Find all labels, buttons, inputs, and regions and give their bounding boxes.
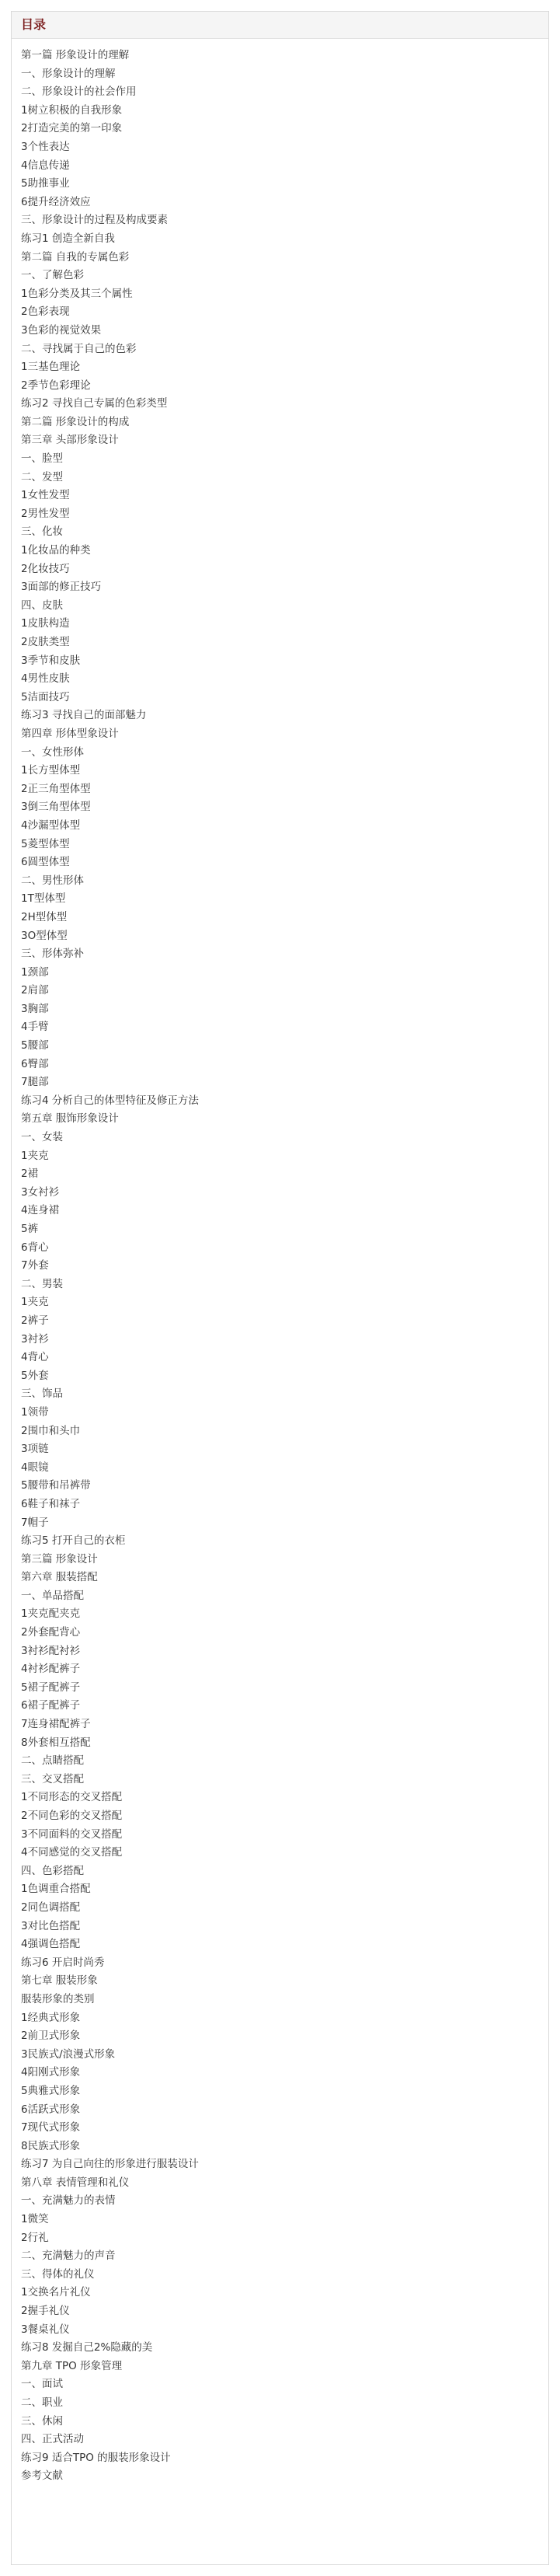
toc-item: 三、饰品	[21, 1387, 63, 1401]
toc-item: 4男性皮肤	[21, 672, 70, 686]
toc-item: 二、男性形体	[21, 874, 84, 887]
toc-item: 第七章 服装形象	[21, 1974, 98, 1988]
toc-item: 2季节色彩理论	[21, 379, 91, 392]
toc-item: 第六章 服装搭配	[21, 1571, 98, 1584]
toc-item: 2化妆技巧	[21, 562, 70, 575]
toc-list	[12, 39, 548, 2486]
toc-item: 1夹克配夹克	[21, 1607, 81, 1621]
toc-item: 2裤子	[21, 1314, 49, 1327]
toc-item: 1化妆品的种类	[21, 544, 91, 557]
toc-item: 4连身裙	[21, 1204, 60, 1217]
toc-item: 4强调色搭配	[21, 1938, 81, 1951]
toc-item: 5助推事业	[21, 177, 70, 190]
toc-item: 5腰带和吊裤带	[21, 1479, 91, 1492]
toc-item: 7外套	[21, 1259, 49, 1272]
toc-item: 二、寻找属于自己的色彩	[21, 342, 137, 355]
toc-item: 第三章 头部形象设计	[21, 434, 119, 447]
toc-item: 四、正式活动	[21, 2433, 84, 2446]
toc-item: 2皮肤类型	[21, 636, 70, 648]
toc-item: 三、休闲	[21, 2414, 63, 2428]
toc-item: 6活跃式形象	[21, 2103, 81, 2116]
toc-item: 3餐桌礼仪	[21, 2323, 70, 2336]
toc-item: 练习6 开启时尚秀	[21, 1956, 105, 1969]
toc-item: 三、化妆	[21, 525, 63, 539]
toc-item: 2正三角型体型	[21, 782, 91, 795]
toc-item: 四、色彩搭配	[21, 1864, 84, 1877]
toc-item: 6臀部	[21, 1057, 49, 1070]
toc-item: 2肩部	[21, 984, 49, 997]
toc-item: 8民族式形象	[21, 2139, 81, 2152]
toc-item: 三、形体弥补	[21, 948, 84, 961]
toc-item: 二、形象设计的社会作用	[21, 86, 137, 99]
toc-item: 6背心	[21, 1241, 49, 1254]
toc-item: 3民族式/浪漫式形象	[21, 2047, 116, 2061]
toc-header	[12, 12, 548, 39]
toc-item: 3项链	[21, 1443, 49, 1456]
toc-item: 1T型体型	[21, 892, 66, 906]
toc-item: 1夹克	[21, 1149, 49, 1162]
toc-item: 3胸部	[21, 1002, 49, 1015]
toc-item: 3女衬衫	[21, 1185, 60, 1199]
toc-item: 5裙子配裤子	[21, 1681, 81, 1694]
toc-item: 一、了解色彩	[21, 269, 84, 282]
toc-item: 练习9 适合TPO 的服装形象设计	[21, 2451, 171, 2464]
toc-item: 第八章 表情管理和礼仪	[21, 2176, 130, 2189]
toc-item: 7腿部	[21, 1076, 49, 1089]
toc-item: 练习2 寻找自己专属的色彩类型	[21, 397, 168, 410]
toc-item: 1色彩分类及其三个属性	[21, 287, 133, 300]
toc-item: 2男性发型	[21, 507, 70, 520]
toc-item: 1夹克	[21, 1296, 49, 1309]
toc-item: 4沙漏型体型	[21, 819, 81, 832]
toc-item: 练习4 分析自己的体型特征及修正方法	[21, 1094, 199, 1107]
toc-item: 7帽子	[21, 1516, 49, 1529]
toc-item: 第二篇 形象设计的构成	[21, 415, 130, 428]
toc-item: 2不同色彩的交叉搭配	[21, 1810, 123, 1822]
toc-item: 8外套相互搭配	[21, 1736, 91, 1749]
toc-item: 1三基色理论	[21, 361, 81, 374]
toc-item: 5典雅式形象	[21, 2084, 81, 2097]
toc-item: 4衬衫配裤子	[21, 1663, 81, 1676]
toc-item: 二、发型	[21, 470, 63, 483]
toc-item: 3不同面料的交叉搭配	[21, 1827, 123, 1841]
toc-item: 1微笑	[21, 2213, 49, 2226]
toc-item: 1色调重合搭配	[21, 1883, 91, 1896]
toc-item: 一、单品搭配	[21, 1589, 84, 1602]
toc-title: 目录	[21, 17, 47, 32]
toc-item: 1女性发型	[21, 489, 70, 502]
toc-item: 6提升经济效应	[21, 195, 91, 208]
toc-item: 4信息传递	[21, 159, 70, 172]
toc-item: 三、交叉搭配	[21, 1772, 84, 1785]
toc-item: 二、男装	[21, 1277, 63, 1290]
toc-item: 3衬衫配衬衫	[21, 1644, 81, 1657]
toc-item: 1领带	[21, 1405, 49, 1419]
toc-item: 4手臂	[21, 1021, 49, 1034]
toc-item: 6圆型体型	[21, 856, 70, 869]
toc-item: 1皮肤构造	[21, 617, 70, 630]
toc-item: 7现代式形象	[21, 2121, 81, 2134]
toc-item: 5腰部	[21, 1039, 49, 1052]
toc-item: 第九章 TPO 形象管理	[21, 2359, 123, 2372]
toc-item: 2裙	[21, 1168, 39, 1181]
toc-item: 5裤	[21, 1223, 39, 1235]
toc-item: 6鞋子和袜子	[21, 1497, 81, 1510]
toc-item: 5洁面技巧	[21, 690, 70, 703]
toc-item: 3个性表达	[21, 140, 70, 153]
toc-item: 2握手礼仪	[21, 2305, 70, 2318]
toc-item: 4阳刚式形象	[21, 2066, 81, 2079]
toc-item: 练习8 发掘自己2%隐藏的美	[21, 2341, 153, 2354]
toc-item: 一、女装	[21, 1131, 63, 1144]
toc-item: 2同色调搭配	[21, 1901, 81, 1914]
toc-item: 7连身裙配裤子	[21, 1718, 91, 1731]
toc-item: 2H型体型	[21, 910, 68, 923]
toc-item: 4眼镜	[21, 1461, 49, 1474]
toc-item: 二、点睛搭配	[21, 1754, 84, 1768]
toc-panel	[11, 11, 549, 2565]
toc-item: 1颈部	[21, 965, 49, 979]
toc-item: 6裙子配裤子	[21, 1699, 81, 1712]
toc-item: 二、充满魅力的声音	[21, 2250, 116, 2263]
toc-item: 一、女性形体	[21, 745, 84, 759]
toc-item: 二、职业	[21, 2396, 63, 2409]
toc-item: 1经典式形象	[21, 2011, 81, 2024]
toc-item: 5外套	[21, 1369, 49, 1382]
toc-item: 一、脸型	[21, 452, 63, 466]
toc-item: 2前卫式形象	[21, 2030, 81, 2043]
toc-item: 3倒三角型体型	[21, 801, 91, 814]
toc-item: 三、得体的礼仪	[21, 2267, 95, 2281]
toc-item: 2打造完美的第一印象	[21, 122, 123, 135]
toc-item: 第二篇 自我的专属色彩	[21, 250, 130, 264]
toc-item: 3季节和皮肤	[21, 654, 81, 667]
toc-item: 一、面试	[21, 2378, 63, 2391]
toc-item: 四、皮肤	[21, 599, 63, 612]
toc-item: 三、形象设计的过程及构成要素	[21, 214, 168, 227]
toc-item: 3O型体型	[21, 929, 68, 942]
toc-item: 一、形象设计的理解	[21, 67, 116, 80]
toc-item: 2行礼	[21, 2231, 49, 2244]
toc-item: 第三篇 形象设计	[21, 1552, 98, 1565]
toc-item: 2色彩表现	[21, 305, 70, 319]
toc-item: 1不同形态的交叉搭配	[21, 1791, 123, 1804]
toc-item: 第五章 服饰形象设计	[21, 1112, 119, 1126]
toc-item: 5菱型体型	[21, 837, 70, 850]
toc-item: 3衬衫	[21, 1332, 49, 1346]
toc-item: 服装形象的类别	[21, 1992, 95, 2005]
toc-item: 练习7 为自己向往的形象进行服装设计	[21, 2158, 199, 2171]
toc-item: 一、充满魅力的表情	[21, 2194, 116, 2208]
toc-item: 1交换名片礼仪	[21, 2286, 91, 2299]
toc-item: 3对比色搭配	[21, 1919, 81, 1932]
toc-item: 3色彩的视觉效果	[21, 323, 102, 337]
toc-item: 4不同感觉的交叉搭配	[21, 1846, 123, 1859]
toc-item: 练习3 寻找自己的面部魅力	[21, 709, 147, 722]
toc-item: 第四章 形体型象设计	[21, 727, 119, 740]
toc-item: 第一篇 形象设计的理解	[21, 49, 130, 61]
toc-item: 3面部的修正技巧	[21, 581, 102, 594]
toc-item: 4背心	[21, 1351, 49, 1364]
toc-item: 1树立积极的自我形象	[21, 103, 123, 117]
toc-item: 2外套配背心	[21, 1626, 81, 1639]
toc-item: 练习1 创造全新自我	[21, 232, 115, 245]
toc-item: 1长方型体型	[21, 764, 81, 777]
toc-item: 2围巾和头巾	[21, 1424, 81, 1437]
toc-item: 参考文献	[21, 2470, 63, 2483]
toc-item: 练习5 打开自己的衣柜	[21, 1534, 126, 1548]
